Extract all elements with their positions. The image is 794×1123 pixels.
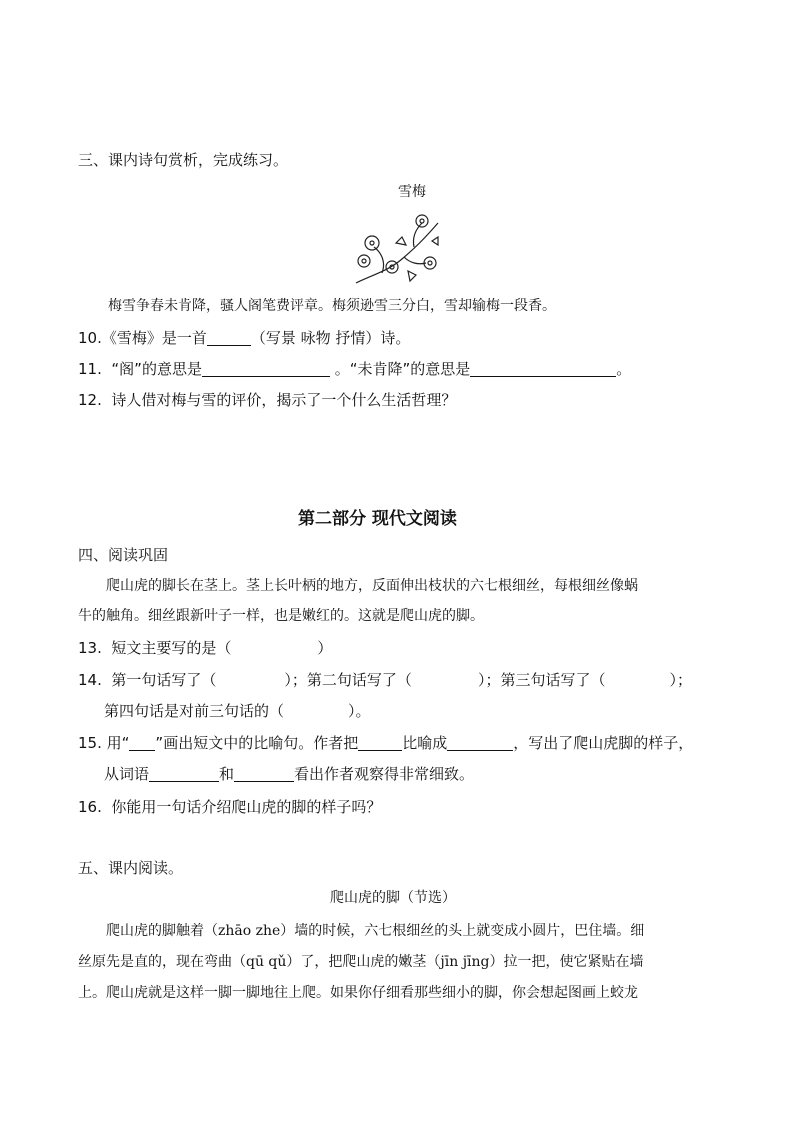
question-11: 11. “阁”的意思是 。“未肯降”的意思是 。: [78, 360, 632, 378]
question-15: 15. 用“ ”画出短文中的比喻句。作者把 比喻成 ，写出了爬山虎脚的样子，: [78, 734, 694, 752]
section-three-heading: 三、课内诗句赏析，完成练习。: [78, 151, 289, 169]
passage-two-line-2: 丝原先是直的，现在弯曲（qū qǔ）了，把爬山虎的嫩茎（jīn jīng）拉一把，使它紧贴在墙: [78, 954, 644, 970]
answer-blank-q15-c[interactable]: [149, 767, 219, 782]
part-two-heading: 第二部分 现代文阅读: [298, 509, 457, 529]
poem-text: 梅雪争春未肯降，骚人阁笔费评章。梅须逊雪三分白，雪却输梅一段香。: [108, 298, 556, 314]
poem-title: 雪梅: [398, 184, 426, 200]
plum-blossom-illustration: [352, 213, 442, 289]
question-10: 10.《雪梅》是一首 （写景 咏物 抒情）诗。: [78, 329, 411, 347]
question-15-cont: 从词语 和 看出作者观察得非常细致。: [104, 765, 475, 783]
passage-two-title: 爬山虎的脚（节选）: [330, 890, 456, 906]
answer-blank-q15-b[interactable]: [447, 736, 513, 751]
passage-one-line-2: 牛的触角。细丝跟新叶子一样，也是嫩红的。这就是爬山虎的脚。: [78, 608, 484, 624]
answer-blank-q15-a[interactable]: [358, 736, 402, 751]
answer-blank-q15-d[interactable]: [234, 767, 294, 782]
passage-two-line-3: 上。爬山虎就是这样一脚一脚地往上爬。如果你仔细看那些细小的脚，你会想起图画上蛟龙: [78, 985, 638, 1001]
answer-blank-q10[interactable]: [207, 331, 251, 346]
passage-one-line-1: 爬山虎的脚长在茎上。茎上长叶柄的地方，反面伸出枝状的六七根细丝，每根细丝像蜗: [106, 578, 638, 594]
section-five-heading: 五、课内阅读。: [78, 859, 184, 877]
question-16: 16. 你能用一句话介绍爬山虎的脚的样子吗？: [78, 798, 382, 816]
answer-blank-q11-a[interactable]: [202, 362, 330, 377]
question-12: 12. 诗人借对梅与雪的评价，揭示了一个什么生活哲理？: [78, 391, 457, 409]
underline-sample: [129, 736, 155, 751]
passage-two-line-1: 爬山虎的脚触着（zhāo zhe）墙的时候，六七根细丝的头上就变成小圆片，巴住墙。细: [106, 923, 645, 939]
answer-blank-q11-b[interactable]: [470, 362, 616, 377]
section-four-heading: 四、阅读巩固: [78, 546, 169, 564]
question-14: 14. 第一句话写了（ ）；第二句话写了（ ）；第三句话写了（ ）；: [78, 671, 692, 689]
question-14-cont: 第四句话是对前三句话的（ ）。: [104, 702, 371, 720]
question-13: 13. 短文主要写的是（ ）: [78, 639, 333, 657]
